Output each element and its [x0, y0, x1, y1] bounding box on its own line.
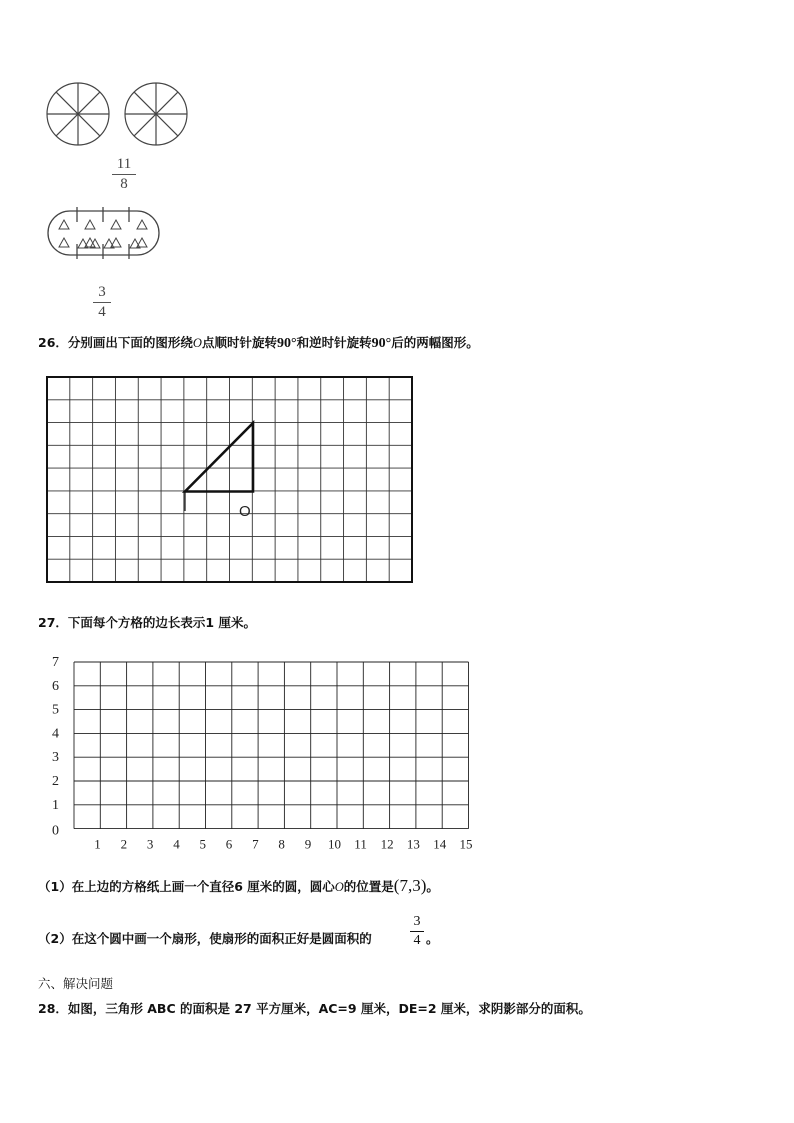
fraction-numerator: 11 [116, 156, 132, 172]
x-axis-label: 12 [380, 836, 394, 852]
y-axis-label: 3 [52, 750, 59, 766]
part-1-text-a: （1）在上边的方格纸上画一个直径6 厘米的圆，圆心 [38, 879, 335, 894]
x-axis-label: 8 [278, 836, 285, 852]
question-text: 下面每个方格的边长表示1 厘米。 [67, 615, 256, 630]
x-axis-label: 2 [120, 836, 128, 852]
part-2-text-a: （2）在这个圆中画一个扇形，使扇形的面积正好是圆面积的 [38, 931, 372, 946]
question-text: 如图，三角形 ABC 的面积是 27 平方厘米，AC=9 厘米，DE=2 厘米，求阴影部分的面积。 [67, 1001, 591, 1016]
question-text-c: 和逆时针旋转 [296, 335, 372, 350]
circle-right [125, 83, 187, 145]
x-axis-label: 14 [433, 836, 447, 852]
fraction-three-quarters-inline [410, 914, 424, 949]
x-axis-label: 5 [199, 836, 206, 852]
y-axis-label: 0 [52, 823, 59, 839]
x-axis-label: 6 [225, 836, 233, 852]
eighths-circles-figure [40, 80, 240, 150]
part-1-end: 。 [426, 879, 439, 894]
question-27-part-1 [38, 876, 439, 896]
fraction-eleven-eighths [112, 156, 136, 193]
x-axis-label: 13 [406, 836, 420, 852]
x-axis-label: 3 [146, 836, 154, 852]
question-text-d: 后的两幅图形。 [391, 335, 479, 350]
rotation-grid [46, 376, 416, 586]
question-number: 28． [38, 1001, 68, 1016]
part-2-end: 。 [426, 931, 439, 946]
question-text-a: 分别画出下面的图形绕 [67, 335, 193, 350]
y-axis-label: 5 [52, 702, 59, 718]
x-axis-label: 4 [173, 836, 180, 852]
part-1-text-b: 的位置是 [343, 879, 394, 894]
point-o: O [192, 336, 202, 350]
x-axis-label: 1 [94, 836, 101, 852]
triangles-capsule-figure [47, 210, 167, 260]
y-axis-label: 6 [52, 678, 59, 694]
fraction-numerator: 3 [98, 284, 106, 300]
fraction-denominator: 4 [413, 933, 421, 948]
section-title: 六、解决问题 [38, 976, 114, 991]
fraction-denominator: 8 [120, 176, 128, 192]
y-axis-label: 1 [52, 797, 59, 813]
circle-left [47, 83, 109, 145]
degree-90-b: 90° [371, 336, 392, 351]
question-28 [38, 999, 591, 1017]
degree-90-a: 90° [276, 336, 297, 351]
question-number: 26． [38, 335, 68, 350]
y-axis-label: 4 [52, 726, 59, 742]
right-triangle-shape [185, 423, 253, 492]
x-axis-label: 9 [304, 836, 312, 852]
x-axis-label: 15 [459, 836, 473, 852]
center-point-o: O [334, 880, 344, 894]
fraction-numerator: 3 [413, 914, 421, 929]
x-axis-label: 11 [354, 836, 367, 852]
x-axis-label: 7 [252, 836, 259, 852]
triangle-icons [59, 220, 147, 248]
x-axis-label: 10 [328, 836, 341, 852]
fraction-three-quarters [93, 284, 111, 321]
y-axis-label: 7 [52, 655, 59, 670]
question-26 [38, 333, 479, 352]
center-coordinate: (7,3) [393, 876, 427, 895]
y-axis-label: 2 [52, 774, 59, 789]
question-text-b: 点顺时针旋转 [201, 335, 277, 350]
fraction-denominator: 4 [98, 304, 106, 320]
coordinate-grid [44, 652, 504, 852]
question-27-part-2 [38, 929, 372, 947]
label-o: O [239, 503, 251, 520]
question-number: 27． [38, 615, 68, 630]
question-27 [38, 613, 256, 631]
